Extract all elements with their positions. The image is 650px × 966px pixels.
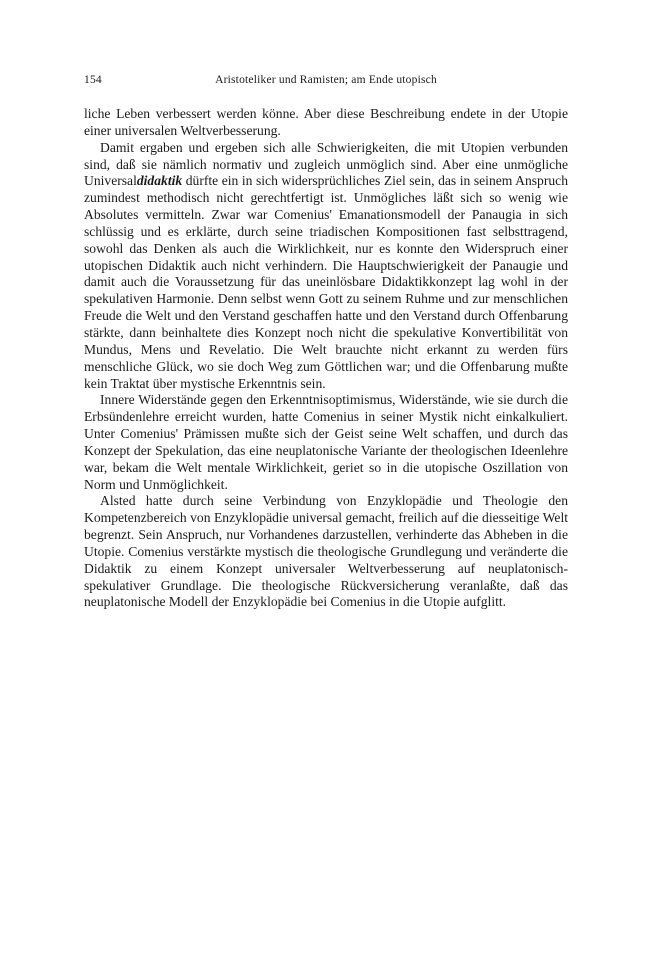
emphasized-word: didaktik	[136, 173, 183, 189]
running-head	[84, 68, 568, 92]
paragraph-2	[84, 140, 568, 393]
body-text	[84, 106, 568, 611]
paragraph-2-text-after: dürfte ein in sich widersprüchliches Ziel sein, das in seinem Anspruch zumindest methodisch nicht gerechtfertigt ist. Unmögliches läßt sich so wenig wie Absolutes vermitteln. Zwar war Comenius' Emanationsmodell der Panaugia in sich schlüssig und es erklärte, durch seine triadischen Kompositionen fast selbsttragend, sowohl das Denken als auch die Wirklichkeit, nur es konnte den Widerspruch einer utopischen Didaktik auch nicht verhindern. Die Hauptschwierigkeit der Panaugie und damit auch die Voraussetzung für das uneinlösbare Didaktikkonzept lag wohl in der spekulativen Harmonie. Denn selbst wenn Gott zu seinem Ruhme und zur menschlichen Freude die Welt und den Verstand geschaffen hatte und den Verstand durch Offenbarung stärkte, dann beinhaltete dies Konzept noch nicht die spekulative Konvertibilität von Mundus, Mens und Revelatio. Die Welt brauchte nicht erkannt zu werden fürs menschliche Glück, wo sie doch Weg zum Göttlichen war; und die Offenbarung mußte kein Traktat über mystische Erkenntnis sein.	[84, 173, 568, 391]
paragraph-4: Alsted hatte durch seine Verbindung von Enzyklopädie und Theologie den Kompetenzbereich von Enzyklopädie universal gemacht, freilich auf die diesseitige Welt begrenzt. Sein Anspruch, nur Vorhandenes darzustellen, verhinderte das Abheben in die Utopie. Comenius verstärkte mystisch die theologische Grundlegung und veränderte die Didaktik zu einem Konzept universaler Weltverbesserung auf neuplatonisch-spekulativer Grundlage. Die theologische Rückversicherung veranlaßte, daß das neuplatonische Modell der Enzyklopädie bei Comenius in die Utopie aufglitt.	[84, 493, 568, 610]
running-title: Aristoteliker und Ramisten; am Ende utopisch	[215, 74, 437, 86]
book-page	[84, 68, 568, 611]
paragraph-1: liche Leben verbessert werden könne. Aber diese Beschreibung endete in der Utopie einer universalen Weltverbesserung.	[84, 106, 568, 138]
paragraph-2-text-before: Damit ergaben und ergeben sich alle Schwierigkeiten, die mit Utopien verbunden sind, daß sie nämlich normativ und zugleich unmöglich sind. Aber eine unmögliche Universal	[84, 139, 568, 189]
paragraph-3: Innere Widerstände gegen den Erkenntnisoptimismus, Widerstände, wie sie durch die Erbsündenlehre erreicht wurden, hatte Comenius in seiner Mystik nicht einkalkuliert. Unter Comenius' Prämissen mußte sich der Geist seine Welt schaffen, und durch das Konzept der Spekulation, das eine neuplatonische Variante der theologischen Ideenlehre war, bekam die Welt mentale Wirklichkeit, geriet so in die utopische Oszillation von Norm und Unmöglichkeit.	[84, 392, 568, 492]
page-number: 154	[84, 74, 102, 86]
